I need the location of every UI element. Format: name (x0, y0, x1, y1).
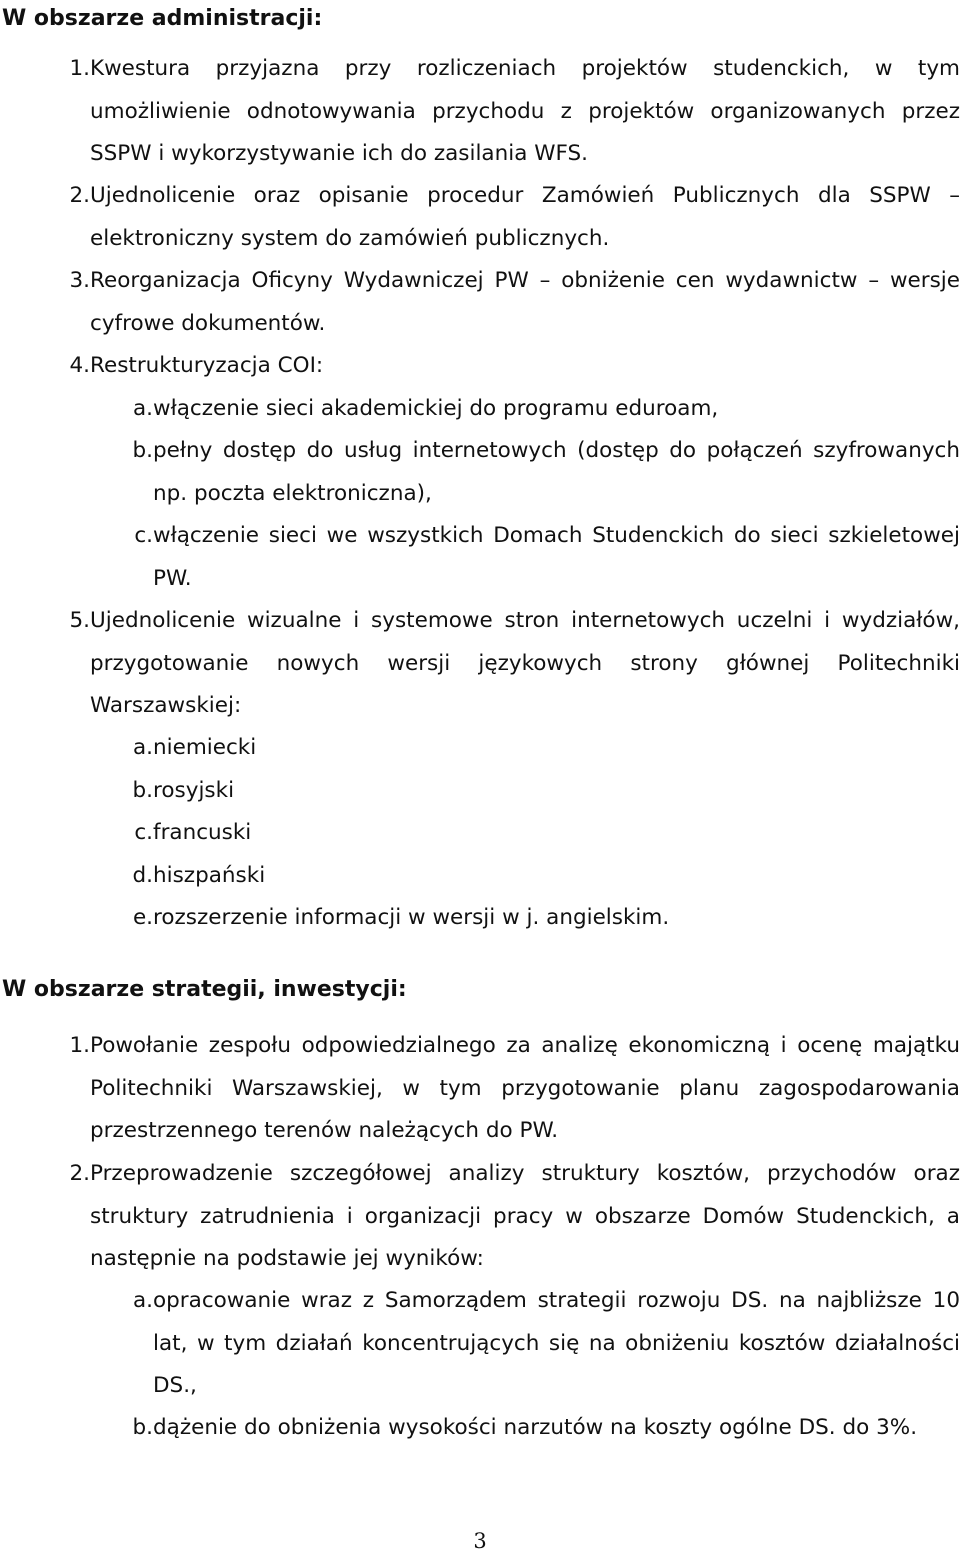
subitem-text: francuski (153, 820, 252, 845)
subitem-letter: a. (132, 1288, 153, 1313)
sub-list-item (111, 1407, 960, 1450)
item-number: 2. (69, 183, 90, 208)
subitem-text: włączenie sieci we wszystkich Domach Studenckich do sieci szkieletowej PW. (153, 523, 960, 591)
sub-list-item (111, 388, 960, 431)
list-item (48, 260, 960, 345)
item-number: 4. (69, 353, 90, 378)
list-item (48, 48, 960, 176)
sub-list-item (111, 515, 960, 600)
subitem-letter: b. (132, 438, 153, 463)
sub-list-item (111, 855, 960, 898)
list-item (48, 175, 960, 260)
sub-list-item (111, 1280, 960, 1408)
subitem-letter: a. (132, 396, 153, 421)
subitem-text: pełny dostęp do usług internetowych (dostęp do połączeń szyfrowanych np. poczta elektroniczna), (153, 438, 960, 506)
item-number: 1. (69, 1033, 90, 1058)
item-number: 1. (69, 56, 90, 81)
item-text: Ujednolicenie wizualne i systemowe stron internetowych uczelni i wydziałów, przygotowanie nowych wersji językowych strony głównej Politechniki Warszawskiej: (90, 608, 960, 718)
subitem-text: opracowanie wraz z Samorządem strategii rozwoju DS. na najbliższe 10 lat, w tym działań koncentrujących się na obniżeniu kosztów działalności DS., (153, 1288, 960, 1398)
subitem-letter: b. (132, 1415, 153, 1440)
list-item (48, 1025, 960, 1153)
subitem-letter: c. (134, 820, 153, 845)
section-heading-administration: W obszarze administracji: (2, 6, 323, 31)
subitem-text: rosyjski (153, 778, 235, 803)
subitem-text: rozszerzenie informacji w wersji w j. angielskim. (153, 905, 670, 930)
sub-list-item (111, 770, 960, 813)
sub-list-item (111, 430, 960, 515)
item-text: Reorganizacja Oficyny Wydawniczej PW – obniżenie cen wydawnictw – wersje cyfrowe dokumentów. (90, 268, 960, 336)
subitem-letter: c. (134, 523, 153, 548)
item-number: 5. (69, 608, 90, 633)
list-item (48, 600, 960, 728)
sub-list-item (111, 727, 960, 770)
sub-list-item (111, 812, 960, 855)
item-text: Ujednolicenie oraz opisanie procedur Zamówień Publicznych dla SSPW – elektroniczny system do zamówień publicznych. (90, 183, 960, 251)
page-number: 3 (473, 1529, 487, 1553)
subitem-letter: a. (132, 735, 153, 760)
subitem-text: niemiecki (153, 735, 257, 760)
section-heading-strategy: W obszarze strategii, inwestycji: (2, 977, 407, 1002)
sub-list-item (111, 897, 960, 940)
subitem-letter: b. (132, 778, 153, 803)
subitem-letter: d. (132, 863, 153, 888)
item-text: Powołanie zespołu odpowiedzialnego za analizę ekonomiczną i ocenę majątku Politechniki Warszawskiej, w tym przygotowanie planu zagospodarowania przestrzennego terenów należących do PW. (90, 1033, 960, 1143)
item-text: Kwestura przyjazna przy rozliczeniach projektów studenckich, w tym umożliwienie odnotowywania przychodu z projektów organizowanych przez SSPW i wykorzystywanie ich do zasilania WFS. (90, 56, 960, 166)
subitem-text: hiszpański (153, 863, 266, 888)
subitem-text: dążenie do obniżenia wysokości narzutów na koszty ogólne DS. do 3%. (153, 1415, 918, 1440)
subitem-text: włączenie sieci akademickiej do programu eduroam, (153, 396, 719, 421)
item-number: 2. (69, 1161, 90, 1186)
subitem-letter: e. (132, 905, 153, 930)
list-item (48, 345, 960, 388)
item-text: Przeprowadzenie szczegółowej analizy struktury kosztów, przychodów oraz struktury zatrudnienia i organizacji pracy w obszarze Domów Studenckich, a następnie na podstawie jej wyników: (90, 1161, 960, 1271)
item-number: 3. (69, 268, 90, 293)
item-text: Restrukturyzacja COI: (90, 353, 324, 378)
list-item (48, 1153, 960, 1281)
